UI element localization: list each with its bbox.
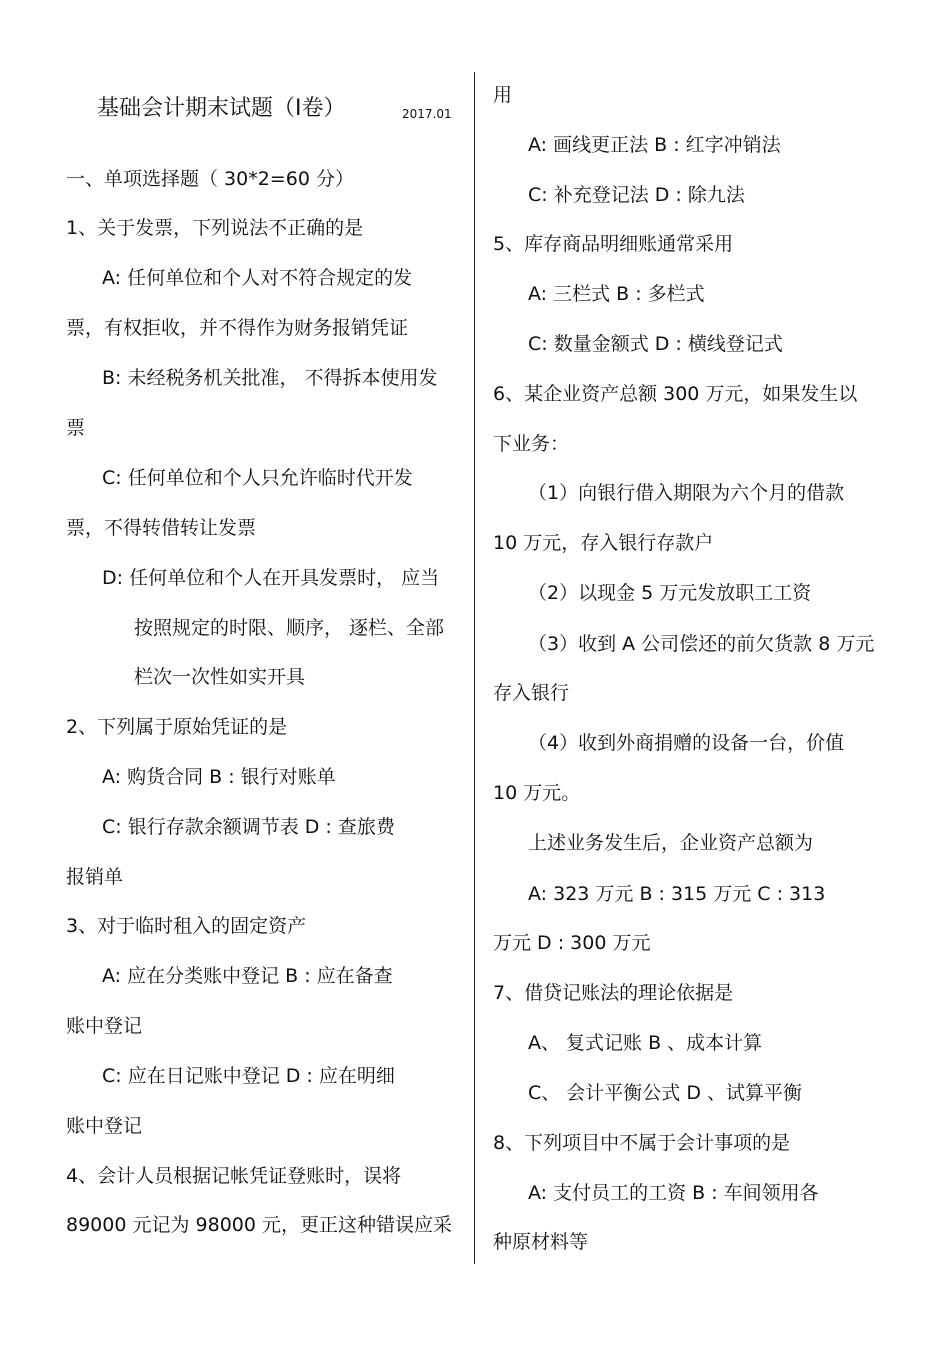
question-1-option-c: C: 任何单位和个人只允许临时代开发 [102, 467, 413, 489]
question-3-options-ab-cont: 账中登记 [66, 1015, 143, 1037]
question-6-item-2: （2）以现金 5 万元发放职工工资 [528, 582, 812, 604]
question-1-option-d-cont: 按照规定的时限、顺序， 逐栏、全部 [134, 617, 445, 639]
column-divider [474, 72, 475, 1264]
question-7-options-cd: C、 会计平衡公式 D 、试算平衡 [528, 1082, 803, 1104]
question-1-option-b: B: 未经税务机关批准， 不得拆本使用发 [102, 367, 438, 389]
question-6-item-4-cont: 10 万元。 [493, 782, 581, 804]
question-4-options-cd: C: 补充登记法 D : 除九法 [528, 184, 745, 206]
question-8-options-ab-cont: 种原材料等 [493, 1231, 589, 1253]
question-4-stem-end: 用 [493, 84, 513, 106]
question-4-stem: 4、会计人员根据记帐凭证登账时，误将 [66, 1165, 402, 1187]
question-6-options-cont: 万元 D : 300 万元 [493, 932, 651, 954]
question-1-option-a: A: 任何单位和个人对不符合规定的发 [102, 267, 413, 289]
question-1-option-a-cont: 票，有权拒收，并不得作为财务报销凭证 [66, 317, 409, 339]
question-2-options-ab: A: 购货合同 B : 银行对账单 [102, 766, 336, 788]
page-title: 基础会计期末试题（Ⅰ卷） [97, 96, 346, 121]
question-1-stem: 1、关于发票，下列说法不正确的是 [66, 217, 364, 239]
question-7-options-ab: A、 复式记账 B 、成本计算 [528, 1032, 763, 1054]
question-5-options-cd: C: 数量金额式 D : 横线登记式 [528, 333, 783, 355]
question-3-options-cd: C: 应在日记账中登记 D : 应在明细 [102, 1065, 395, 1087]
question-1-option-c-cont: 票，不得转借转让发票 [66, 517, 257, 539]
question-6-ask: 上述业务发生后，企业资产总额为 [528, 832, 814, 854]
question-6-options: A: 323 万元 B : 315 万元 C : 313 [528, 883, 826, 905]
question-1-option-b-cont: 票 [66, 417, 86, 439]
question-3-options-cd-cont: 账中登记 [66, 1115, 143, 1137]
section-heading: 一、单项选择题（ 30*2=60 分） [66, 168, 354, 190]
question-4-options-ab: A: 画线更正法 B : 红字冲销法 [528, 134, 781, 156]
question-1-option-d: D: 任何单位和个人在开具发票时， 应当 [102, 567, 440, 589]
question-7-stem: 7、借贷记账法的理论依据是 [493, 982, 734, 1004]
question-4-stem-cont: 89000 元记为 98000 元，更正这种错误应采 [66, 1214, 453, 1236]
question-2-options-cd: C: 银行存款余额调节表 D : 查旅费 [102, 816, 395, 838]
question-6-item-1: （1）向银行借入期限为六个月的借款 [528, 482, 845, 504]
question-5-options-ab: A: 三栏式 B : 多栏式 [528, 283, 705, 305]
question-6-item-3-cont: 存入银行 [493, 682, 570, 704]
exam-date: 2017.01 [402, 107, 452, 121]
question-6-item-4: （4）收到外商捐赠的设备一台，价值 [528, 732, 845, 754]
question-6-stem-cont: 下业务： [493, 433, 570, 455]
question-6-stem: 6、某企业资产总额 300 万元，如果发生以 [493, 383, 858, 405]
question-8-options-ab: A: 支付员工的工资 B : 车间领用各 [528, 1182, 819, 1204]
question-2-stem: 2、下列属于原始凭证的是 [66, 716, 288, 738]
question-1-option-d-cont2: 栏次一次性如实开具 [134, 666, 306, 688]
question-2-options-cont: 报销单 [66, 866, 124, 888]
question-3-stem: 3、对于临时租入的固定资产 [66, 915, 307, 937]
question-6-item-3: （3）收到 A 公司偿还的前欠货款 8 万元 [528, 633, 875, 655]
question-8-stem: 8、下列项目中不属于会计事项的是 [493, 1132, 791, 1154]
question-3-options-ab: A: 应在分类账中登记 B : 应在备查 [102, 965, 393, 987]
question-5-stem: 5、库存商品明细账通常采用 [493, 233, 734, 255]
question-6-item-1-cont: 10 万元，存入银行存款户 [493, 532, 714, 554]
